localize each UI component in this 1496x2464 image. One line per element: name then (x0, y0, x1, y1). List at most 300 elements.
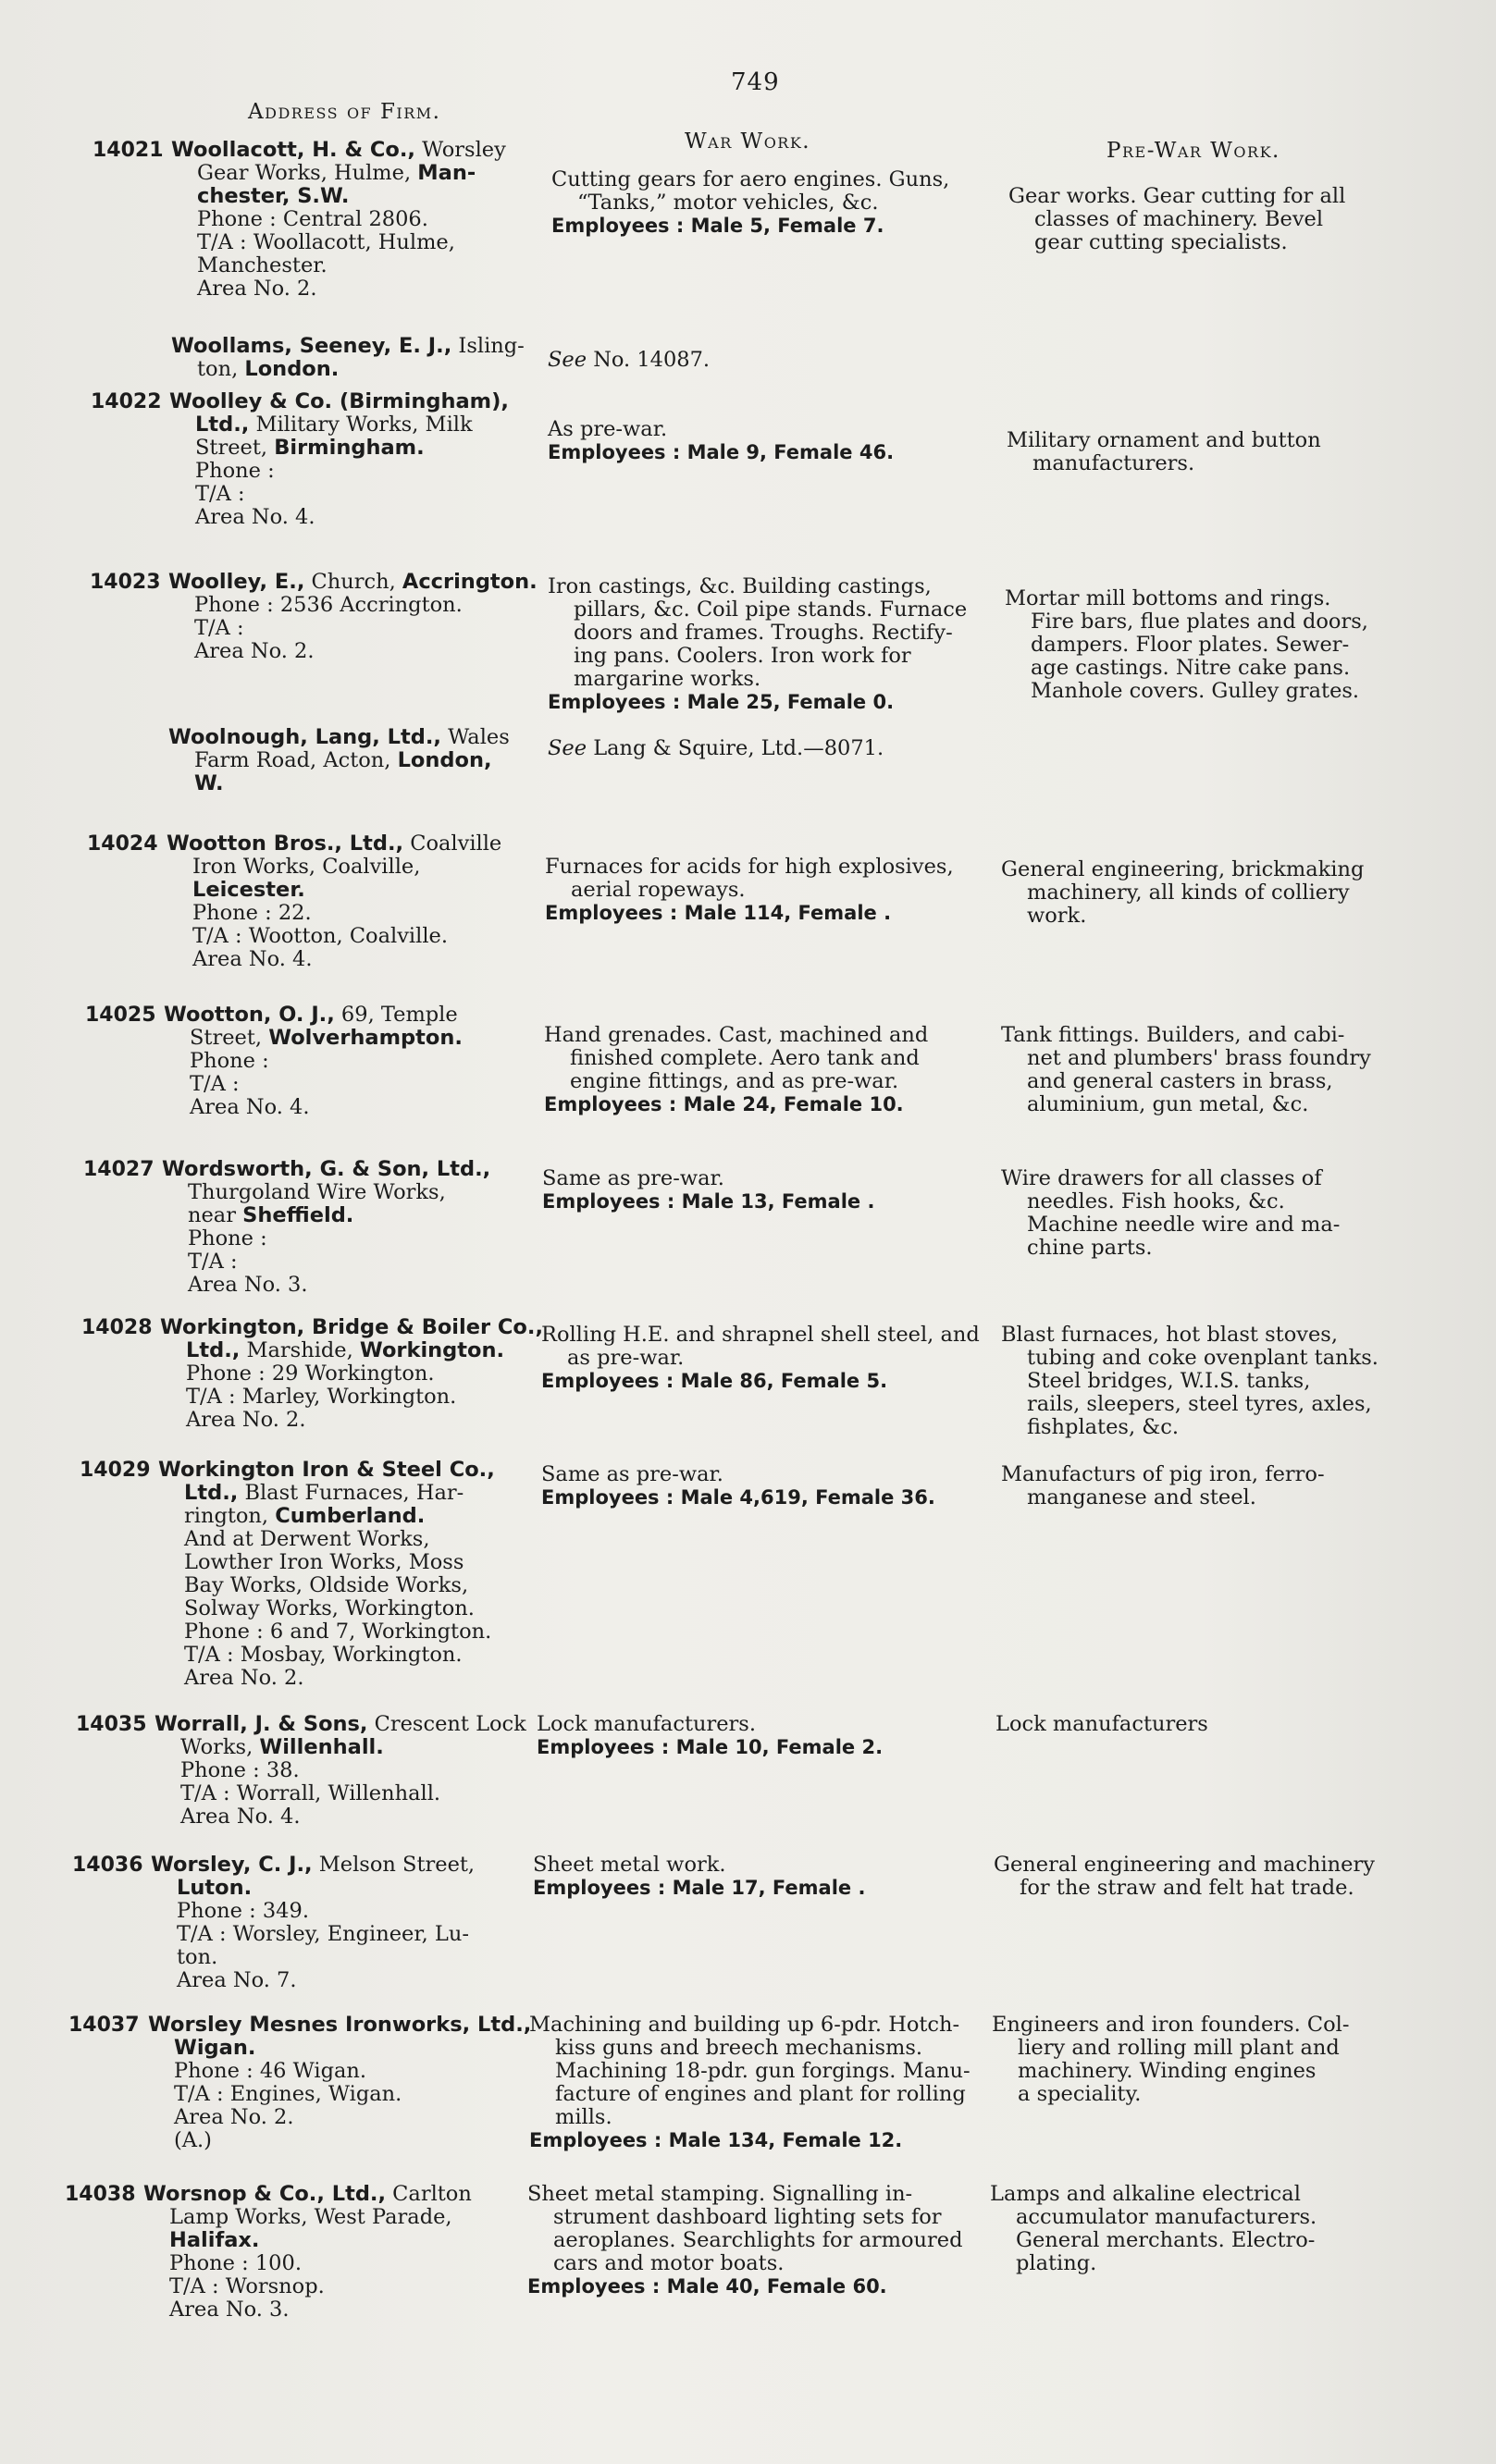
pre-war-work-line: work. (1027, 904, 1087, 928)
address-text: Phone : (190, 1049, 269, 1073)
address-line (171, 185, 532, 208)
firm-number: 14038 (65, 2183, 136, 2206)
address-line (167, 856, 527, 879)
firm-number: 14029 (80, 1459, 151, 1482)
address-bold-text: Man- (417, 161, 476, 185)
address-text: Area No. 4. (190, 1095, 310, 1119)
column-header-war-work: War Work. (685, 129, 811, 154)
address-line (164, 1004, 525, 1027)
pre-war-work-line: Manhole covers. Gulley grates. (1031, 679, 1360, 703)
address-line (169, 506, 530, 529)
address-bold-text: Woolley, E., (168, 570, 305, 594)
address-text: Area No. 3. (169, 2298, 290, 2322)
address-bold-text: Wordsworth, G. & Son, Ltd., (162, 1157, 491, 1181)
address-line (148, 2129, 509, 2152)
address-text: Area No. 2. (197, 277, 317, 301)
address-bold-text: Wootton Bros., Ltd., (167, 832, 404, 856)
address-line (162, 1158, 523, 1181)
pre-war-work (994, 1854, 1373, 1900)
address-bold-text: Leicester. (192, 878, 305, 902)
pre-war-work-line: liery and rolling mill plant and (1018, 2036, 1340, 2060)
war-work (541, 1323, 980, 1393)
war-work (548, 418, 983, 464)
war-work-line: mills. (555, 2105, 612, 2129)
pre-war-work (1008, 185, 1388, 254)
war-work-line: engine fittings, and as pre-war. (570, 1069, 899, 1093)
address-text: Phone : 46 Wigan. (174, 2059, 367, 2083)
address-bold-text: Ltd., (195, 413, 250, 437)
address-line (167, 879, 527, 902)
address-line (148, 2013, 532, 2037)
address-line (151, 1969, 512, 1992)
address-line (168, 640, 529, 663)
war-work-line: See Lang & Squire, Ltd.—8071. (548, 736, 884, 760)
address-line (158, 1597, 519, 1620)
address-text: Lowther Iron Works, Moss (184, 1550, 464, 1574)
firm-number: 14025 (85, 1004, 156, 1027)
pre-war-work (990, 2183, 1369, 2275)
pre-war-work-line: manufacturers. (1032, 451, 1195, 475)
firm-address (162, 1158, 523, 1297)
war-work (548, 575, 983, 714)
address-line (160, 1339, 521, 1362)
address-text: Area No. 2. (186, 1408, 306, 1432)
firm-number: 14024 (87, 832, 158, 856)
address-line (168, 749, 529, 772)
war-work (548, 737, 983, 760)
address-line (167, 902, 527, 925)
pre-war-work-line: chine parts. (1027, 1236, 1153, 1260)
employees-count: Employees : Male 4,619, Female 36. (541, 1486, 935, 1509)
firm-address (160, 1315, 543, 1432)
war-work-line: Furnaces for acids for high explosives, (545, 855, 954, 879)
address-text: Marshide, (240, 1338, 360, 1362)
address-text: Manchester. (197, 253, 328, 277)
address-text: Phone : 2536 Accrington. (194, 593, 463, 617)
address-bold-text: Workington Iron & Steel Co., (158, 1458, 495, 1482)
address-text: T/A : Wootton, Coalville. (192, 924, 448, 948)
address-line (169, 437, 530, 460)
address-bold-text: Worsley Mesnes Ironworks, Ltd., (148, 2013, 532, 2037)
address-bold-text: Worsnop & Co., Ltd., (143, 2182, 387, 2206)
address-text: ton, (197, 357, 245, 381)
pre-war-work-line: plating. (1016, 2251, 1097, 2275)
pre-war-work-line: aluminium, gun metal, &c. (1027, 1092, 1309, 1116)
address-text: T/A : (194, 616, 244, 640)
address-line (168, 594, 529, 617)
address-line (155, 1712, 526, 1736)
address-line (171, 208, 532, 231)
war-work-line: Machining 18-pdr. gun forgings. Manu- (555, 2059, 971, 2083)
address-bold-text: Woolley & Co. (Birmingham), (169, 389, 509, 413)
pre-war-work-line: General engineering and machinery (994, 1853, 1375, 1877)
address-line (143, 2229, 504, 2252)
address-bold-text: Workington. (359, 1338, 505, 1362)
address-line (171, 335, 532, 358)
war-work-line: Sheet metal stamping. Signalling in- (527, 2182, 913, 2206)
firm-address (143, 2183, 504, 2322)
pre-war-work-line: Manufacturs of pig iron, ferro- (1001, 1462, 1325, 1486)
address-line (158, 1667, 519, 1690)
firm-number: 14022 (91, 390, 162, 413)
firm-address (164, 1004, 525, 1119)
address-text: T/A : Marley, Workington. (186, 1385, 457, 1409)
address-line (148, 2037, 509, 2060)
address-line (169, 413, 530, 437)
address-text: Phone : 29 Workington. (186, 1361, 435, 1386)
war-work-line: finished complete. Aero tank and (570, 1046, 920, 1070)
address-text: Phone : (195, 459, 275, 483)
address-bold-text: Birmingham. (274, 436, 425, 460)
war-work-line: pillars, &c. Coil pipe stands. Furnace (574, 598, 968, 622)
pre-war-work-line: tubing and coke ovenplant tanks. (1027, 1346, 1379, 1370)
pre-war-work-line: Wire drawers for all classes of (1001, 1166, 1322, 1190)
address-line (162, 1250, 523, 1274)
address-line (148, 2060, 509, 2083)
war-work-line: Same as pre-war. (541, 1462, 723, 1486)
address-line (158, 1528, 519, 1551)
address-line (158, 1459, 519, 1482)
war-work-line: Sheet metal work. (533, 1853, 726, 1877)
address-text: T/A : (190, 1072, 240, 1096)
address-text: Gear Works, Hulme, (197, 161, 418, 185)
address-line (143, 2206, 504, 2229)
address-line (168, 570, 538, 594)
war-work-line: kiss guns and breech mechanisms. (555, 2036, 923, 2060)
pre-war-work-line: Lock manufacturers (995, 1712, 1208, 1736)
address-text: Area No. 2. (174, 2105, 294, 2129)
war-work-line: Same as pre-war. (542, 1166, 724, 1190)
address-text: (A.) (174, 2128, 212, 2152)
address-text: Melson Street, (312, 1853, 476, 1877)
address-line (158, 1505, 519, 1528)
employees-count: Employees : Male 17, Female . (533, 1877, 866, 1899)
firm-number: 14037 (68, 2014, 140, 2037)
address-bold-text: Sheffield. (242, 1203, 354, 1227)
address-text: Wales (440, 725, 510, 749)
pre-war-work-line: Military ornament and button (1007, 428, 1321, 452)
address-bold-text: Luton. (177, 1876, 253, 1900)
address-bold-text: Wootton, O. J., (164, 1003, 335, 1027)
address-text: Bay Works, Oldside Works, (184, 1573, 469, 1597)
address-text: Area No. 4. (192, 947, 313, 971)
firm-number: 14023 (90, 571, 161, 594)
war-work (545, 856, 980, 925)
address-line (160, 1362, 521, 1386)
firm-address (167, 832, 527, 971)
address-line (148, 2106, 509, 2129)
address-bold-text: Cumberland. (275, 1504, 426, 1528)
address-text: near (188, 1203, 243, 1227)
address-bold-text: London. (244, 357, 340, 381)
pre-war-work-line: Tank fittings. Builders, and cabi- (1001, 1023, 1345, 1047)
address-text: rington, (184, 1504, 276, 1528)
pre-war-work-line: net and plumbers' brass foundry (1027, 1046, 1371, 1070)
address-line (171, 139, 532, 162)
war-work-line: Cutting gears for aero engines. Guns, (551, 167, 950, 191)
address-bold-text: Halifax. (169, 2228, 260, 2252)
address-text: Phone : (188, 1226, 267, 1250)
address-bold-text: Worsley, C. J., (151, 1853, 313, 1877)
pre-war-work (1005, 587, 1384, 703)
address-bold-text: Woollacott, H. & Co., (171, 138, 415, 162)
firm-number: 14028 (81, 1316, 153, 1339)
address-text: Crescent Lock (367, 1712, 526, 1736)
war-work (533, 1854, 968, 1900)
address-text: Phone : 349. (177, 1899, 309, 1923)
war-work-line: cars and motor boats. (553, 2251, 785, 2275)
pre-war-work-line: General merchants. Electro- (1016, 2228, 1316, 2252)
address-line (164, 1027, 525, 1050)
firm-address (155, 1712, 526, 1829)
address-line (151, 1877, 512, 1900)
address-text: Phone : 6 and 7, Workington. (184, 1620, 492, 1644)
pre-war-work-line: General engineering, brickmaking (1001, 857, 1365, 881)
address-line (168, 772, 529, 795)
address-text: Coalville (403, 832, 502, 856)
address-text: T/A : (195, 482, 245, 506)
address-line (158, 1482, 519, 1505)
address-text: T/A : Worrall, Willenhall. (180, 1781, 441, 1805)
war-work-line: strument dashboard lighting sets for (553, 2205, 942, 2229)
address-line (169, 460, 530, 483)
firm-address (158, 1459, 519, 1690)
pre-war-work-line: needles. Fish hooks, &c. (1027, 1189, 1285, 1214)
employees-count: Employees : Male 114, Female . (545, 902, 892, 924)
see-reference: See (548, 736, 594, 760)
pre-war-work-line: machinery. Winding engines (1018, 2059, 1317, 2083)
firm-number: 14027 (83, 1158, 155, 1181)
pre-war-work-line: for the straw and felt hat trade. (1020, 1876, 1354, 1900)
firm-number: 14036 (72, 1854, 143, 1877)
address-text: Phone : Central 2806. (197, 207, 428, 231)
address-line (151, 1900, 512, 1923)
address-text: Church, (304, 570, 402, 594)
address-line (143, 2252, 504, 2275)
address-line (148, 2083, 509, 2106)
war-work (548, 349, 983, 372)
pre-war-work-line: Engineers and iron founders. Col- (992, 2013, 1350, 2037)
pre-war-work-line: classes of machinery. Bevel (1034, 207, 1324, 231)
pre-war-work-line: Mortar mill bottoms and rings. (1005, 586, 1331, 610)
firm-address (168, 726, 529, 795)
war-work-line: margarine works. (574, 667, 761, 691)
address-line (168, 726, 529, 749)
employees-count: Employees : Male 25, Female 0. (548, 691, 895, 713)
pre-war-work-line: and general casters in brass, (1027, 1069, 1333, 1093)
address-text: Blast Furnaces, Har- (238, 1481, 464, 1505)
page-number: 749 (731, 68, 780, 96)
address-line (171, 277, 532, 301)
address-line (171, 358, 532, 381)
firm-address (168, 570, 538, 663)
address-bold-text: Willenhall. (259, 1735, 384, 1759)
address-bold-text: Workington, Bridge & Boiler Co., (160, 1315, 543, 1339)
column-header-pre-war-work: Pre-War Work. (1107, 139, 1280, 163)
address-line (151, 1923, 512, 1946)
address-text: Farm Road, Acton, (194, 748, 398, 772)
address-bold-text: Accrington. (402, 570, 538, 594)
pre-war-work (1001, 1024, 1380, 1116)
address-text: T/A : Worsnop. (169, 2274, 325, 2298)
address-line (160, 1386, 521, 1409)
address-text: T/A : Mosbay, Workington. (184, 1643, 463, 1667)
address-bold-text: Wigan. (174, 2036, 256, 2060)
address-bold-text: chester, S.W. (197, 184, 350, 208)
war-work (537, 1713, 971, 1759)
address-bold-text: Woolnough, Lang, Ltd., (168, 725, 441, 749)
employees-count: Employees : Male 10, Female 2. (537, 1736, 884, 1758)
address-text: Area No. 2. (194, 639, 315, 663)
address-line (151, 1854, 512, 1877)
firm-number: 14035 (76, 1713, 147, 1736)
address-line (143, 2183, 504, 2206)
address-line (155, 1759, 515, 1782)
employees-count: Employees : Male 24, Female 10. (544, 1093, 904, 1115)
address-line (155, 1736, 515, 1759)
address-line (164, 1050, 525, 1073)
pre-war-work-line: a speciality. (1018, 2082, 1142, 2106)
firm-address (171, 335, 532, 381)
war-work-line: aeroplanes. Searchlights for armoured (553, 2228, 963, 2252)
address-text: Thurgoland Wire Works, (188, 1180, 446, 1204)
address-text: T/A : Engines, Wigan. (174, 2082, 402, 2106)
pre-war-work-line: manganese and steel. (1027, 1485, 1256, 1509)
firm-number: 14021 (93, 139, 164, 162)
pre-war-work-line: Blast furnaces, hot blast stoves, (1001, 1323, 1338, 1347)
address-line (167, 925, 527, 948)
address-line (167, 948, 527, 971)
address-text: T/A : (188, 1250, 238, 1274)
address-line (168, 617, 529, 640)
address-text: Carlton (386, 2182, 472, 2206)
employees-count: Employees : Male 134, Female 12. (529, 2129, 903, 2151)
column-header-address: Address of Firm. (248, 100, 441, 124)
address-text: Phone : 100. (169, 2251, 302, 2275)
war-work-line: ing pans. Coolers. Iron work for (574, 644, 911, 668)
address-line (164, 1073, 525, 1096)
address-bold-text: Worrall, J. & Sons, (155, 1712, 368, 1736)
pre-war-work-line: Fire bars, flue plates and doors, (1031, 610, 1368, 634)
address-line (169, 483, 530, 506)
address-line (162, 1181, 523, 1204)
address-line (162, 1227, 523, 1250)
pre-war-work-line: age castings. Nitre cake pans. (1031, 656, 1351, 680)
address-text: Area No. 3. (188, 1273, 308, 1297)
pre-war-work-line: fishplates, &c. (1027, 1415, 1180, 1439)
address-bold-text: W. (194, 771, 224, 795)
pre-war-work (995, 1713, 1375, 1736)
war-work (529, 2013, 971, 2152)
war-work-line: See No. 14087. (548, 348, 711, 372)
war-work (551, 168, 986, 238)
address-bold-text: London, (397, 748, 492, 772)
address-line (164, 1096, 525, 1119)
address-text: Iron Works, Coalville, (192, 855, 421, 879)
address-text: Street, (190, 1026, 269, 1050)
address-text: Phone : 22. (192, 901, 312, 925)
address-text: And at Derwent Works, (184, 1527, 430, 1551)
pre-war-work-line: dampers. Floor plates. Sewer- (1031, 633, 1350, 657)
address-text: Isling- (451, 334, 525, 358)
war-work-line: Hand grenades. Cast, machined and (544, 1023, 929, 1047)
address-bold-text: Wolverhampton. (268, 1026, 463, 1050)
firm-address (169, 390, 530, 529)
address-text: Solway Works, Workington. (184, 1596, 475, 1620)
pre-war-work-line: Gear works. Gear cutting for all (1008, 184, 1346, 208)
war-work-line: Rolling H.E. and shrapnel shell steel, and (541, 1323, 980, 1347)
address-line (158, 1551, 519, 1574)
address-text: Area No. 4. (195, 505, 315, 529)
employees-count: Employees : Male 13, Female . (542, 1190, 875, 1213)
address-line (167, 832, 527, 856)
address-text: Area No. 7. (177, 1968, 297, 1992)
pre-war-work-line: rails, sleepers, steel tyres, axles, (1027, 1392, 1372, 1416)
address-line (162, 1204, 523, 1227)
pre-war-work (1001, 858, 1380, 928)
address-line (158, 1644, 519, 1667)
address-line (158, 1620, 519, 1644)
pre-war-work-line: Machine needle wire and ma- (1027, 1213, 1341, 1237)
pre-war-work-line: machinery, all kinds of colliery (1027, 881, 1350, 905)
address-text: ton. (177, 1945, 218, 1969)
employees-count: Employees : Male 5, Female 7. (551, 215, 884, 237)
war-work (542, 1167, 977, 1214)
address-line (169, 390, 530, 413)
address-line (171, 162, 532, 185)
address-text: Phone : 38. (180, 1758, 300, 1782)
address-bold-text: Ltd., (186, 1338, 241, 1362)
address-line (160, 1315, 543, 1339)
war-work-line: Iron castings, &c. Building castings, (548, 574, 932, 598)
address-text: T/A : Woollacott, Hulme, (197, 230, 455, 254)
war-work-line: aerial ropeways. (571, 878, 746, 902)
address-text: T/A : Worsley, Engineer, Lu- (177, 1922, 469, 1946)
pre-war-work (1001, 1463, 1380, 1509)
war-work-line: facture of engines and plant for rolling (555, 2082, 966, 2106)
address-line (160, 1409, 521, 1432)
address-line (143, 2275, 504, 2298)
address-line (155, 1805, 515, 1829)
pre-war-work-line: Steel bridges, W.I.S. tanks, (1027, 1369, 1311, 1393)
employees-count: Employees : Male 9, Female 46. (548, 441, 895, 463)
war-work-line: as pre-war. (567, 1346, 685, 1370)
war-work-line: “Tanks,” motor vehicles, &c. (577, 191, 879, 215)
address-line (155, 1782, 515, 1805)
war-work-line: Machining and building up 6-pdr. Hotch- (529, 2013, 960, 2037)
pre-war-work (1007, 429, 1386, 475)
war-work (541, 1463, 976, 1509)
address-line (151, 1946, 512, 1969)
employees-count: Employees : Male 86, Female 5. (541, 1370, 888, 1392)
address-text: Lamp Works, West Parade, (169, 2205, 452, 2229)
war-work (544, 1024, 979, 1116)
address-text: Area No. 2. (184, 1666, 304, 1690)
employees-count: Employees : Male 40, Female 60. (527, 2275, 887, 2298)
address-line (171, 231, 532, 254)
address-line (162, 1274, 523, 1297)
address-text: Worsley (414, 138, 506, 162)
address-text: 69, Temple (334, 1003, 458, 1027)
pre-war-work-line: Lamps and alkaline electrical (990, 2182, 1301, 2206)
address-bold-text: Ltd., (184, 1481, 239, 1505)
pre-war-work (992, 2014, 1371, 2106)
pre-war-work (1001, 1324, 1380, 1439)
war-work-line: Lock manufacturers. (537, 1712, 757, 1736)
pre-war-work-line: accumulator manufacturers. (1016, 2205, 1317, 2229)
war-work-line: doors and frames. Troughs. Rectify- (574, 621, 953, 645)
firm-address (151, 1854, 512, 1992)
